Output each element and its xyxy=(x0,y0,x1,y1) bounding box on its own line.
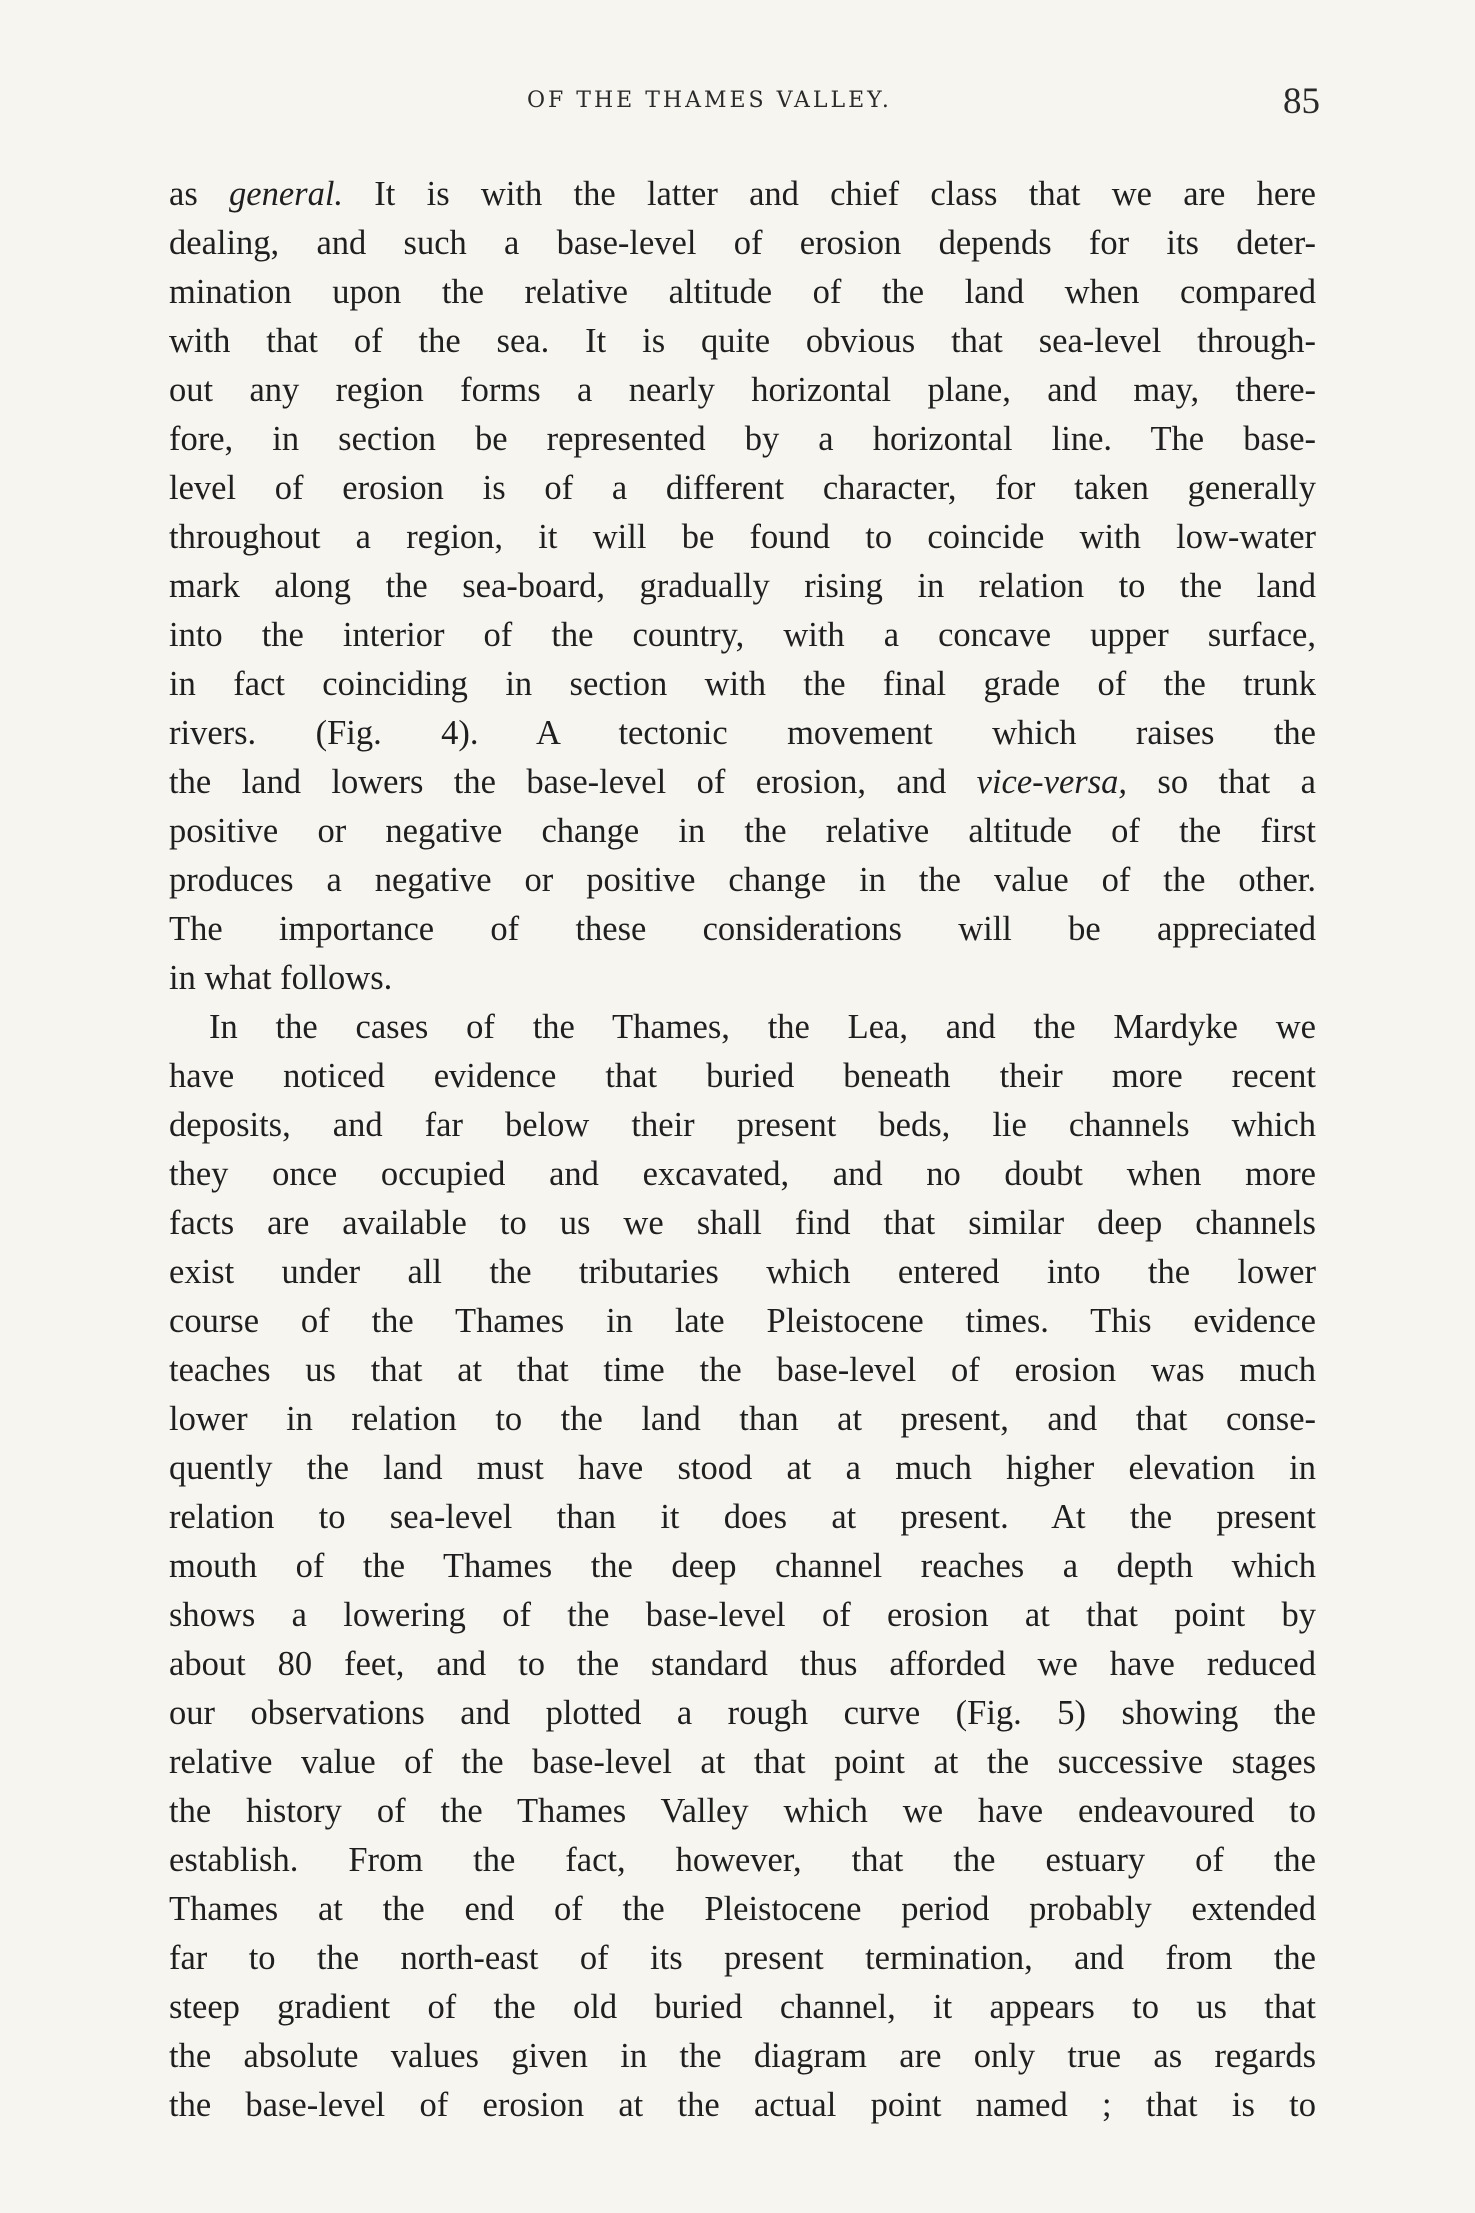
text-line: the base-level of erosion at the actual point named ; that is to xyxy=(169,2086,1316,2124)
body-text xyxy=(169,170,1316,2130)
paragraph-end-line: in what follows. xyxy=(169,959,393,997)
text-line: as general. It is with the latter and chief class that we are here xyxy=(169,175,1316,213)
text-line: mark along the sea-board, gradually rising in relation to the land xyxy=(169,567,1316,605)
text-line: exist under all the tributaries which entered into the lower xyxy=(169,1253,1316,1291)
text-line: our observations and plotted a rough curve (Fig. 5) showing the xyxy=(169,1694,1316,1732)
paragraph-start-line: In the cases of the Thames, the Lea, and the Mardyke we xyxy=(209,1008,1316,1046)
text-line: in fact coinciding in section with the final grade of the trunk xyxy=(169,665,1316,703)
text-line: lower in relation to the land than at present, and that conse- xyxy=(169,1400,1316,1438)
text-line: establish. From the fact, however, that the estuary of the xyxy=(169,1841,1316,1879)
text-line: quently the land must have stood at a much higher elevation in xyxy=(169,1449,1316,1487)
text-line: shows a lowering of the base-level of erosion at that point by xyxy=(169,1596,1316,1634)
text-line: fore, in section be represented by a horizontal line. The base- xyxy=(169,420,1316,458)
text-line: mouth of the Thames the deep channel reaches a depth which xyxy=(169,1547,1316,1585)
text-line: far to the north-east of its present termination, and from the xyxy=(169,1939,1316,1977)
text-line: The importance of these considerations will be appreciated xyxy=(169,910,1316,948)
text-line: rivers. (Fig. 4). A tectonic movement which raises the xyxy=(169,714,1316,752)
text-line: level of erosion is of a different character, for taken generally xyxy=(169,469,1316,507)
text-line: relation to sea-level than it does at present. At the present xyxy=(169,1498,1316,1536)
text-line: produces a negative or positive change in the value of the other. xyxy=(169,861,1316,899)
text-line: throughout a region, it will be found to coincide with low-water xyxy=(169,518,1316,556)
page-number: 85 xyxy=(1283,81,1320,122)
text-line: course of the Thames in late Pleistocene times. This evidence xyxy=(169,1302,1316,1340)
text-line: deposits, and far below their present beds, lie channels which xyxy=(169,1106,1316,1144)
running-title: OF THE THAMES VALLEY. xyxy=(527,88,892,113)
text-line: mination upon the relative altitude of the land when compared xyxy=(169,273,1316,311)
text-line: Thames at the end of the Pleistocene period probably extended xyxy=(169,1890,1316,1928)
running-head xyxy=(0,81,1475,124)
text-line: with that of the sea. It is quite obvious that sea-level through- xyxy=(169,322,1316,360)
text-line: the land lowers the base-level of erosion, and vice-versa, so that a xyxy=(169,763,1316,801)
text-line: they once occupied and excavated, and no doubt when more xyxy=(169,1155,1316,1193)
text-line: relative value of the base-level at that point at the successive stages xyxy=(169,1743,1316,1781)
text-line: about 80 feet, and to the standard thus afforded we have reduced xyxy=(169,1645,1316,1683)
text-line: the history of the Thames Valley which we have endeavoured to xyxy=(169,1792,1316,1830)
text-line: teaches us that at that time the base-level of erosion was much xyxy=(169,1351,1316,1389)
text-line: dealing, and such a base-level of erosion depends for its deter- xyxy=(169,224,1316,262)
text-line: have noticed evidence that buried beneath their more recent xyxy=(169,1057,1316,1095)
text-line: out any region forms a nearly horizontal plane, and may, there- xyxy=(169,371,1316,409)
text-line: positive or negative change in the relative altitude of the first xyxy=(169,812,1316,850)
text-line: steep gradient of the old buried channel, it appears to us that xyxy=(169,1988,1316,2026)
text-line: facts are available to us we shall find that similar deep channels xyxy=(169,1204,1316,1242)
text-line: the absolute values given in the diagram are only true as regards xyxy=(169,2037,1316,2075)
text-line: into the interior of the country, with a concave upper surface, xyxy=(169,616,1316,654)
